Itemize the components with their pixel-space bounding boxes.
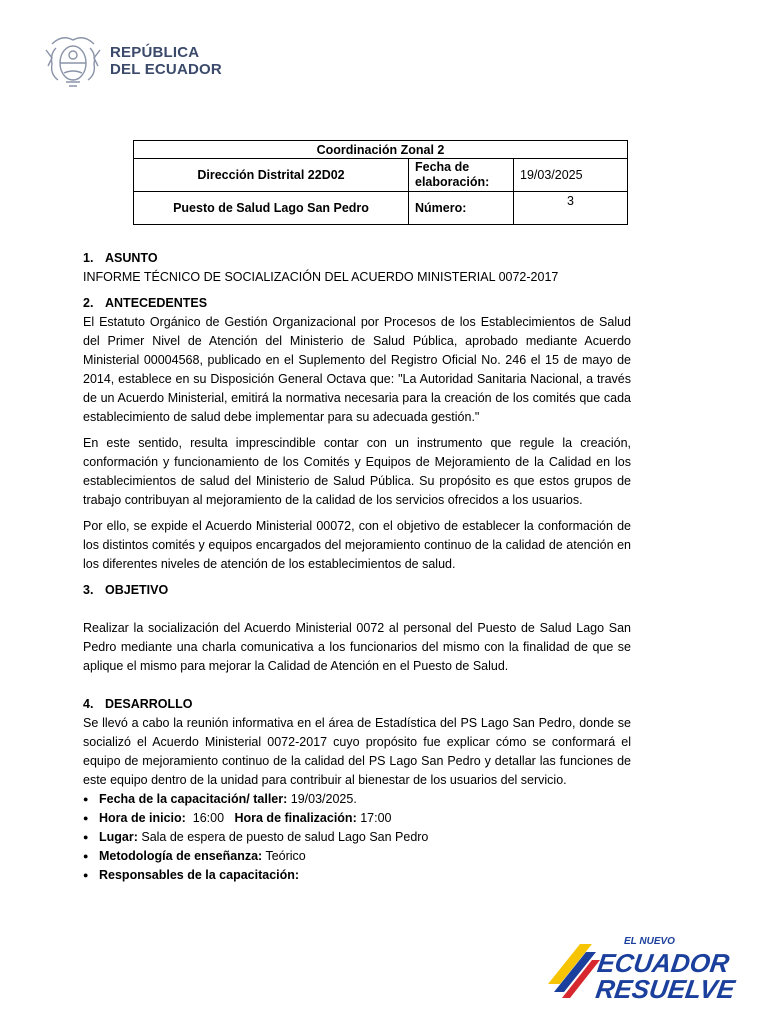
list-item — [83, 790, 631, 809]
bullet-label: Fecha de la capacitación/ taller: — [99, 792, 288, 806]
section-heading-asunto — [83, 249, 631, 268]
slogan-small-text: EL NUEVO — [624, 936, 675, 947]
training-details-list — [83, 790, 631, 885]
section-number: 1. — [83, 251, 94, 265]
number-value-cell: 3 — [514, 192, 628, 225]
antecedentes-paragraph-2: En este sentido, resulta imprescindible contar con un instrumento que regule la creación, conformación y funcionamiento de los Comités y Equipos de Mejoramiento de la Calidad en los establecimientos de salud del Ministerio de Salud Pública. Su propósito es que estos grupos de trabajo contribuyan al mejoramiento de la calidad de los servicios ofrecidos a los usuarios. — [83, 436, 631, 507]
bullet-value: Sala de espera de puesto de salud Lago San Pedro — [137, 830, 429, 844]
bullet-value: 17:00 — [356, 811, 392, 825]
list-item — [83, 847, 631, 866]
section-heading-desarrollo — [83, 695, 631, 714]
district-cell: Dirección Distrital 22D02 — [134, 159, 409, 192]
bullet-label: Lugar: — [99, 830, 138, 844]
bullet-value: Teórico — [262, 849, 306, 863]
coat-of-arms-icon — [42, 30, 104, 92]
section-title: OBJETIVO — [105, 583, 169, 597]
report-body — [83, 249, 631, 885]
slogan-logo — [540, 932, 737, 1004]
health-post-cell: Puesto de Salud Lago San Pedro — [134, 192, 409, 225]
tricolor-stripes-icon — [548, 944, 600, 998]
section-number: 2. — [83, 296, 94, 310]
bullet-label: Hora de inicio: — [99, 811, 186, 825]
antecedentes-paragraph-3: Por ello, se expide el Acuerdo Ministerial 00072, con el objetivo de establecer la conformación de los distintos comités y equipos encargados del mejoramiento continuo de la calidad de atención en los diferentes niveles de atención de los establecimientos de salud. — [83, 519, 631, 571]
bullet-value: 16:00 — [185, 811, 235, 825]
list-item — [83, 866, 631, 885]
section-title: DESARROLLO — [105, 697, 193, 711]
bullet-label: Metodología de enseñanza: — [99, 849, 263, 863]
bullet-label: Hora de finalización: — [234, 811, 357, 825]
list-item — [83, 809, 631, 828]
ecuador-logo — [42, 30, 222, 92]
section-number: 3. — [83, 583, 94, 597]
zone-cell: Coordinación Zonal 2 — [134, 141, 628, 159]
slogan-line-2: RESUELVE — [593, 974, 737, 1004]
date-label-cell: Fecha de elaboración: — [409, 159, 514, 192]
desarrollo-paragraph: Se llevó a cabo la reunión informativa en el área de Estadística del PS Lago San Pedro, donde se socializó el Acuerdo Ministerial 0072-2017 cuyo propósito fue explicar cómo se conformará el equipo de mejoramiento continuo de la calidad del PS Lago San Pedro y detallar las funciones de este equipo dentro de la unidad para contribuir al bienestar de los usuarios del servicio. — [83, 716, 631, 787]
section-number: 4. — [83, 697, 94, 711]
logo-line-2: DEL ECUADOR — [110, 61, 222, 78]
asunto-text: INFORME TÉCNICO DE SOCIALIZACIÓN DEL ACUERDO MINISTERIAL 0072-2017 — [83, 270, 559, 284]
slogan-line-1: ECUADOR — [595, 948, 732, 978]
section-heading-objetivo — [83, 581, 631, 600]
antecedentes-paragraph-1: El Estatuto Orgánico de Gestión Organizacional por Procesos de los Establecimientos de Salud del Primer Nivel de Atención del Ministerio de Salud Pública, aprobado mediante Acuerdo Ministerial 00004568, publicado en el Suplemento del Registro Oficial No. 246 el 15 de mayo de 2014, establece en su Disposición General Octava que: "La Autoridad Sanitaria Nacional, a través de un Acuerdo Ministerial, emitirá la normativa necesaria para la creación de los comités que cada establecimiento de salud debe implementar para su adecuada gestión." — [83, 315, 631, 424]
logo-line-1: REPÚBLICA — [110, 44, 200, 61]
info-table — [133, 140, 628, 225]
bullet-label: Responsables de la capacitación: — [99, 868, 300, 882]
date-value-cell: 19/03/2025 — [514, 159, 628, 192]
section-title: ASUNTO — [105, 251, 158, 265]
list-item — [83, 828, 631, 847]
number-label-cell: Número: — [409, 192, 514, 225]
section-heading-antecedentes — [83, 294, 631, 313]
objetivo-paragraph: Realizar la socialización del Acuerdo Ministerial 0072 al personal del Puesto de Salud Lago San Pedro mediante una charla comunicativa a los funcionarios del mismo con la finalidad de que se aplique el mismo para mejorar la Calidad de Atención en el Puesto de Salud. — [83, 621, 631, 673]
section-title: ANTECEDENTES — [105, 296, 208, 310]
bullet-value: 19/03/2025. — [287, 792, 357, 806]
